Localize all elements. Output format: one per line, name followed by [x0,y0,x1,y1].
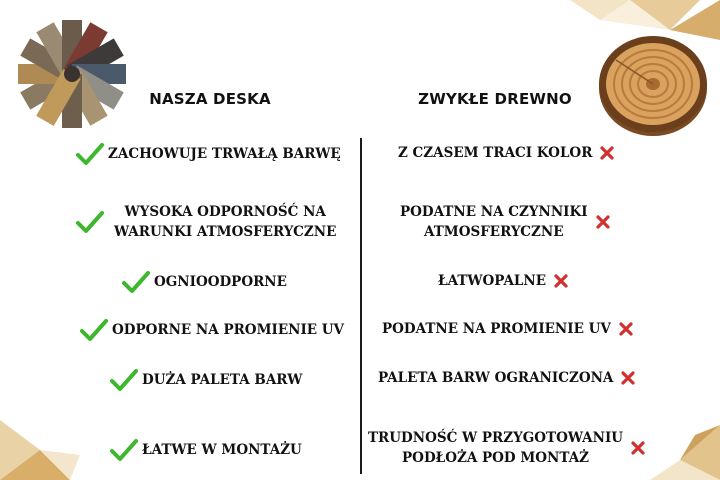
right-column-heading: ZWYKŁE DREWNO [418,90,572,108]
right-item-1 [398,143,614,163]
wood-log-slice-icon [596,30,710,138]
right-item-line: PALETA BARW OGRANICZONA [378,370,614,386]
left-item-5 [110,368,302,392]
bottom-left-triangle-decoration [0,410,80,480]
left-item-line: WARUNKI ATMOSFERYCZNE [114,224,337,240]
left-item-line: ODPORNE NA PROMIENIE UV [112,322,345,338]
right-item-line: ŁATWOPALNE [438,273,547,289]
right-item-4 [382,319,633,339]
cross-icon [619,322,633,336]
left-item-line: DUŻA PALETA BARW [142,372,303,388]
right-item-line: TRUDNOŚĆ W PRZYGOTOWANIU [368,430,624,446]
left-item-2 [76,202,336,242]
left-item-line: ŁATWE W MONTAŻU [142,442,302,458]
left-item-1 [76,142,341,166]
right-item-5 [378,368,635,388]
cross-icon [621,371,635,385]
left-item-6 [110,438,302,462]
column-divider [360,138,362,474]
right-item-line: PODATNE NA CZYNNIKI [400,204,588,220]
left-item-line: OGNIOODPORNE [154,274,287,290]
right-item-line: ATMOSFERYCZNE [423,224,564,240]
check-icon [122,270,150,294]
cross-icon [600,146,614,160]
cross-icon [596,215,610,229]
check-icon [110,368,138,392]
right-item-2 [400,202,610,242]
right-item-6 [368,428,645,468]
left-item-line: WYSOKA ODPORNOŚĆ NA [124,204,326,220]
check-icon [110,438,138,462]
composite-board-fan-icon [14,18,130,130]
left-column-heading: NASZA DESKA [149,90,271,108]
cross-icon [554,274,568,288]
left-item-4 [80,318,344,342]
cross-icon [631,441,645,455]
bottom-right-triangle-decoration [640,425,720,480]
left-item-line: ZACHOWUJE TRWAŁĄ BARWĘ [108,146,341,162]
check-icon [80,318,108,342]
right-item-3 [438,271,568,291]
right-item-line: PODATNE NA PROMIENIE UV [382,321,611,337]
right-item-line: Z CZASEM TRACI KOLOR [398,145,593,161]
left-item-3 [122,270,287,294]
check-icon [76,210,104,234]
check-icon [76,142,104,166]
right-item-line: PODŁOŻA POD MONTAŻ [402,450,590,466]
